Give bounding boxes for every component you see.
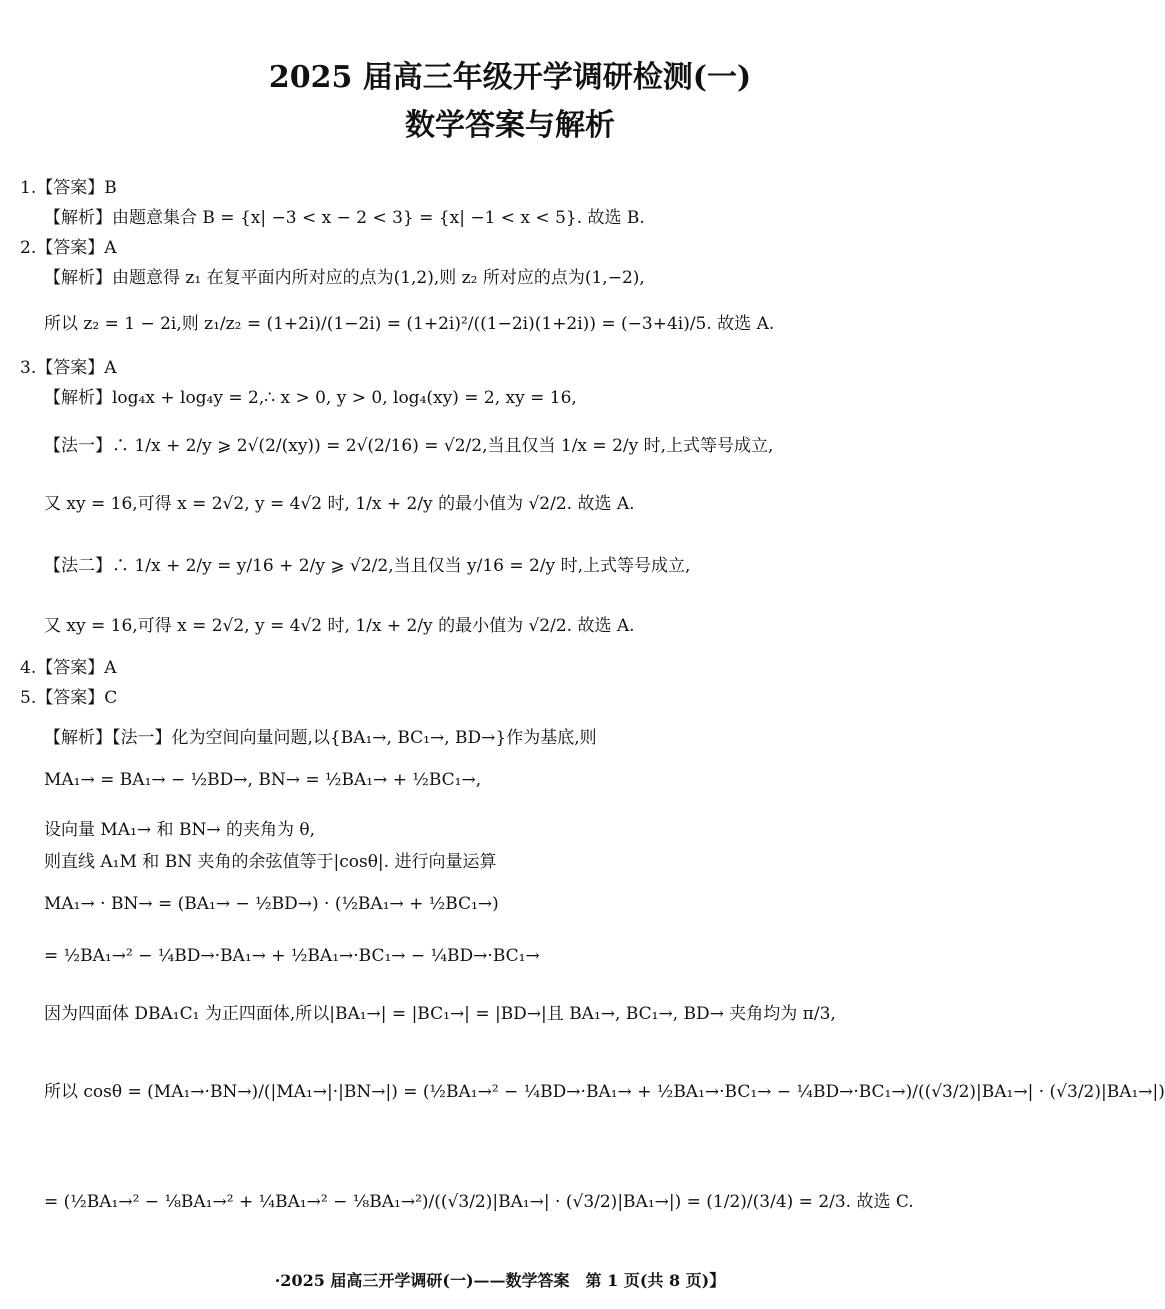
answer-line: 设向量 MA₁→ 和 BN→ 的夹角为 θ, [44,820,316,840]
answer-line: 4.【答案】A [20,658,117,678]
page-footer: ·2025 届高三开学调研(一)——数学答案 第 1 页(共 8 页)】 [274,1271,726,1290]
page-subtitle: 数学答案与解析 [405,108,615,143]
answer-line: = ½BA₁→² − ¼BD→·BA₁→ + ½BA₁→·BC₁→ − ¼BD→·BC₁→ [44,946,540,966]
answer-line: 因为四面体 DBA₁C₁ 为正四面体,所以|BA₁→| = |BC₁→| = |BD→|且 BA₁→, BC₁→, BD→ 夹角均为 π/3, [44,1004,836,1024]
answer-line: 【解析】由题意得 z₁ 在复平面内所对应的点为(1,2),则 z₂ 所对应的点为(1,−2), [44,268,645,288]
answer-line: 【法一】∴ 1/x + 2/y ⩾ 2√(2/(xy)) = 2√(2/16) = √2/2,当且仅当 1/x = 2/y 时,上式等号成立, [44,436,774,456]
answer-line: 5.【答案】C [20,688,118,708]
answer-line: 所以 z₂ = 1 − 2i,则 z₁/z₂ = (1+2i)/(1−2i) = (1+2i)²/((1−2i)(1+2i)) = (−3+4i)/5. 故选 A. [44,314,775,334]
answer-line: 【解析】【法一】化为空间向量问题,以{BA₁→, BC₁→, BD→}作为基底,则 [44,728,597,748]
answer-line: 2.【答案】A [20,238,117,258]
answer-line: 【法二】∴ 1/x + 2/y = y/16 + 2/y ⩾ √2/2,当且仅当 y/16 = 2/y 时,上式等号成立, [44,556,691,576]
answer-line: 【解析】由题意集合 B = {x| −3 < x − 2 < 3} = {x| −1 < x < 5}. 故选 B. [44,208,645,228]
answer-line: 又 xy = 16,可得 x = 2√2, y = 4√2 时, 1/x + 2/y 的最小值为 √2/2. 故选 A. [44,616,635,636]
answer-line: MA₁→ = BA₁→ − ½BD→, BN→ = ½BA₁→ + ½BC₁→, [44,770,482,790]
answer-line: 则直线 A₁M 和 BN 夹角的余弦值等于|cosθ|. 进行向量运算 [44,852,497,872]
answer-line: = (½BA₁→² − ⅛BA₁→² + ¼BA₁→² − ⅛BA₁→²)/((√3/2)|BA₁→| · (√3/2)|BA₁→|) = (1/2)/(3/4) = 2/3. 故选 C. [44,1192,914,1212]
answer-line: 又 xy = 16,可得 x = 2√2, y = 4√2 时, 1/x + 2/y 的最小值为 √2/2. 故选 A. [44,494,635,514]
answer-line: 【解析】log₄x + log₄y = 2,∴ x > 0, y > 0, log₄(xy) = 2, xy = 16, [44,388,577,408]
page-title: 2025 届高三年级开学调研检测(一) [268,60,752,95]
answer-line: 1.【答案】B [20,178,117,198]
answer-line: 3.【答案】A [20,358,117,378]
answer-line: MA₁→ · BN→ = (BA₁→ − ½BD→) · (½BA₁→ + ½BC₁→) [44,894,499,914]
answer-line: 所以 cosθ = (MA₁→·BN→)/(|MA₁→|·|BN→|) = (½BA₁→² − ¼BD→·BA₁→ + ½BA₁→·BC₁→ − ¼BD→·BC₁→)/((√3/2)|BA₁→| · (√3/2)|BA₁→|) [44,1082,1165,1102]
